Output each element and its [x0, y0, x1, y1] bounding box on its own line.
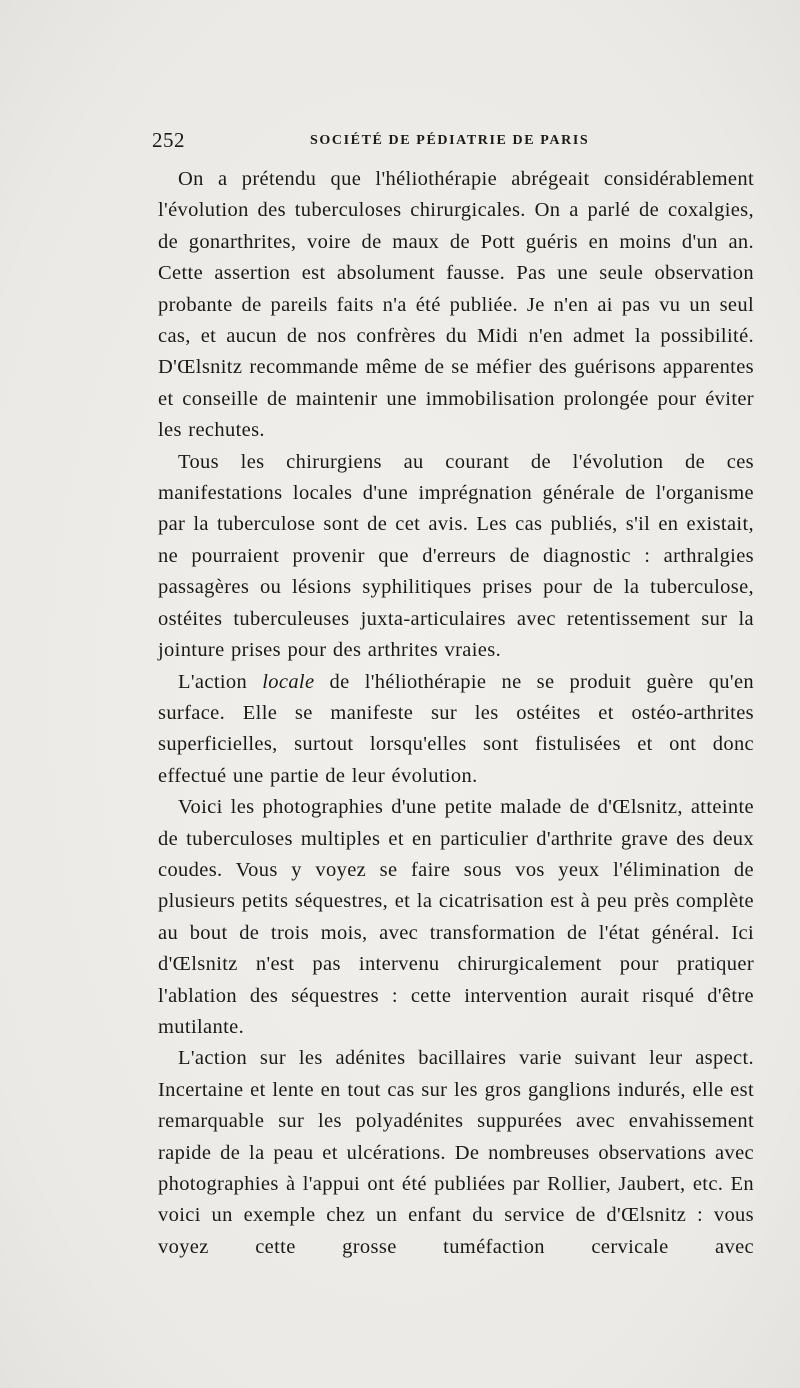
paragraph-local-action-start: L'action: [178, 670, 263, 693]
paragraph-adenites: L'action sur les adénites bacillaires varie suivant leur aspect. Incertaine et lente en tout cas sur les gros ganglions indurés, elle est remarquable sur les polyadénites suppurées avec envahissement rapide de la peau et ulcérations. De nombreuses observations avec photographies à l'appui ont été publiées par Rollier, Jaubert, etc. En voici un exemple chez un enfant du service de d'Œlsnitz : vous voyez cette grosse tuméfaction cervicale avec: [158, 1047, 754, 1258]
paragraph-local-action: [158, 667, 754, 793]
emphasis-locale: locale: [262, 670, 315, 693]
body-text: [158, 164, 754, 1263]
page-header: [152, 128, 607, 156]
paragraph-heliotherapy-claims: On a prétendu que l'héliothérapie abrégeait considérablement l'évolution des tuberculoses chirurgicales. On a parlé de coxalgies, de gonarthrites, voire de maux de Pott guéris en moins d'un an. Cette assertion est absolument fausse. Pas une seule observation probante de pareils faits n'a été publiée. Je n'en ai pas vu un seul cas, et aucun de nos confrères du Midi n'en admet la possibilité. D'Œlsnitz recommande même de se méfier des guérisons apparentes et conseille de maintenir une immobilisation prolongée pour éviter les rechutes.: [158, 168, 754, 442]
page-number: 252: [152, 128, 185, 152]
running-title: SOCIÉTÉ DE PÉDIATRIE DE PARIS: [310, 133, 590, 148]
paragraph-surgeons-opinion: Tous les chirurgiens au courant de l'évolution de ces manifestations locales d'une imprégnation générale de l'organisme par la tuberculose sont de cet avis. Les cas publiés, s'il en existait, ne pourraient provenir que d'erreurs de diagnostic : arthralgies passagères ou lésions syphilitiques prises pour de la tuberculose, ostéites tuberculeuses juxta-articulaires avec retentissement sur la jointure prises pour des arthrites vraies.: [158, 450, 754, 662]
paragraph-local-action-end: de l'héliothérapie ne se produit guère qu'en surface. Elle se manifeste sur les ostéites et ostéo-arthrites superficielles, surtout lorsqu'elles sont fistulisées et ont donc effectué une partie de leur évolution.: [158, 670, 754, 787]
paragraph-photographs-case: Voici les photographies d'une petite malade de d'Œlsnitz, atteinte de tuberculoses multiples et en particulier d'arthrite grave des deux coudes. Vous y voyez se faire sous vos yeux l'élimination de plusieurs petits séquestres, et la cicatrisation est à peu près complète au bout de trois mois, avec transformation de l'état général. Ici d'Œlsnitz n'est pas intervenu chirurgicalement pour pratiquer l'ablation des séquestres : cette intervention aurait risqué d'être mutilante.: [158, 796, 754, 1038]
